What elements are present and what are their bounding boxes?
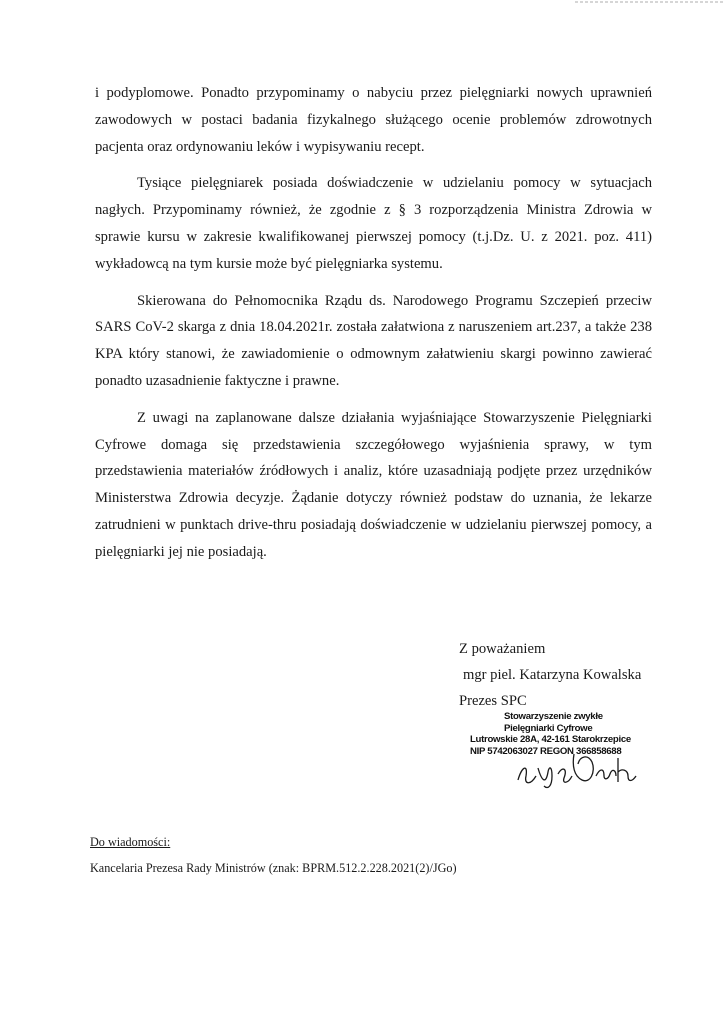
closing-block	[459, 636, 641, 714]
paragraph-demand: Z uwagi na zaplanowane dalsze działania wyjaśniające Stowarzyszenie Pielęgniarki Cyfrowe domaga się przedstawienia szczegółowego wyjaśnienia sprawy, w tym przedstawienia materiałów źródłowych i analiz, które uzasadniają podjęte przez urzędników Ministerstwa Zdrowia decyzje. Żądanie dotyczy również podstaw do uznania, że lekarze zatrudnieni w punktach drive-thru posiadają doświadczenie w udzielaniu pierwszej pomocy, a pielęgniarki jej nie posiadają.	[95, 409, 652, 560]
paragraph-complaint: Skierowana do Pełnomocnika Rządu ds. Narodowego Programu Szczepień przeciw SARS CoV-2 skarga z dnia 18.04.2021r. została załatwiona z naruszeniem art.237, a także 238 KPA który stanowi, że zawiadomienie o odmownym załatwieniu skargi powinno zawierać ponadto uzasadnienie faktyczne i prawne.	[95, 292, 652, 389]
paragraph-continuation: i podyplomowe. Ponadto przypominamy o nabyciu przez pielęgniarki nowych uprawnień zawodowych w postaci badania fizykalnego służącego ocenie problemów zdrowotnych pacjenta oraz ordynowaniu leków i wypisywaniu recept.	[95, 85, 652, 155]
paragraph-nurses-experience: Tysiące pielęgniarek posiada doświadczenie w udzielaniu pomocy w sytuacjach nagłych. Przypominamy również, że zgodnie z § 3 rozporządzenia Ministra Zdrowia w sprawie kursu w zakresie kwalifikowanej pierwszej pomocy (t.j.Dz. U. z 2021. poz. 411) wykładowcą na tym kursie może być pielęgniarka systemu.	[95, 175, 652, 272]
signer-name: mgr piel. Katarzyna Kowalska	[463, 667, 642, 683]
letter-body	[95, 80, 652, 576]
salutation: Z poważaniem	[459, 641, 546, 657]
stamp-line-3: Lutrowskie 28A, 42-161 Starokrzepice	[470, 734, 631, 745]
scan-edge-mark	[575, 0, 725, 6]
handwritten-signature	[512, 746, 642, 790]
stamp-line-2: Pielęgniarki Cyfrowe	[504, 722, 593, 734]
cc-recipient: Kancelaria Prezesa Rady Ministrów (znak: BPRM.512.2.228.2021(2)/JGo)	[90, 861, 457, 875]
cc-block	[90, 829, 457, 881]
stamp-line-4: NIP 5742063027 REGON 366858688	[470, 745, 622, 757]
cc-label: Do wiadomości:	[90, 835, 171, 849]
signer-title: Prezes SPC	[459, 693, 527, 709]
stamp-line-1: Stowarzyszenie zwykłe	[504, 711, 603, 722]
